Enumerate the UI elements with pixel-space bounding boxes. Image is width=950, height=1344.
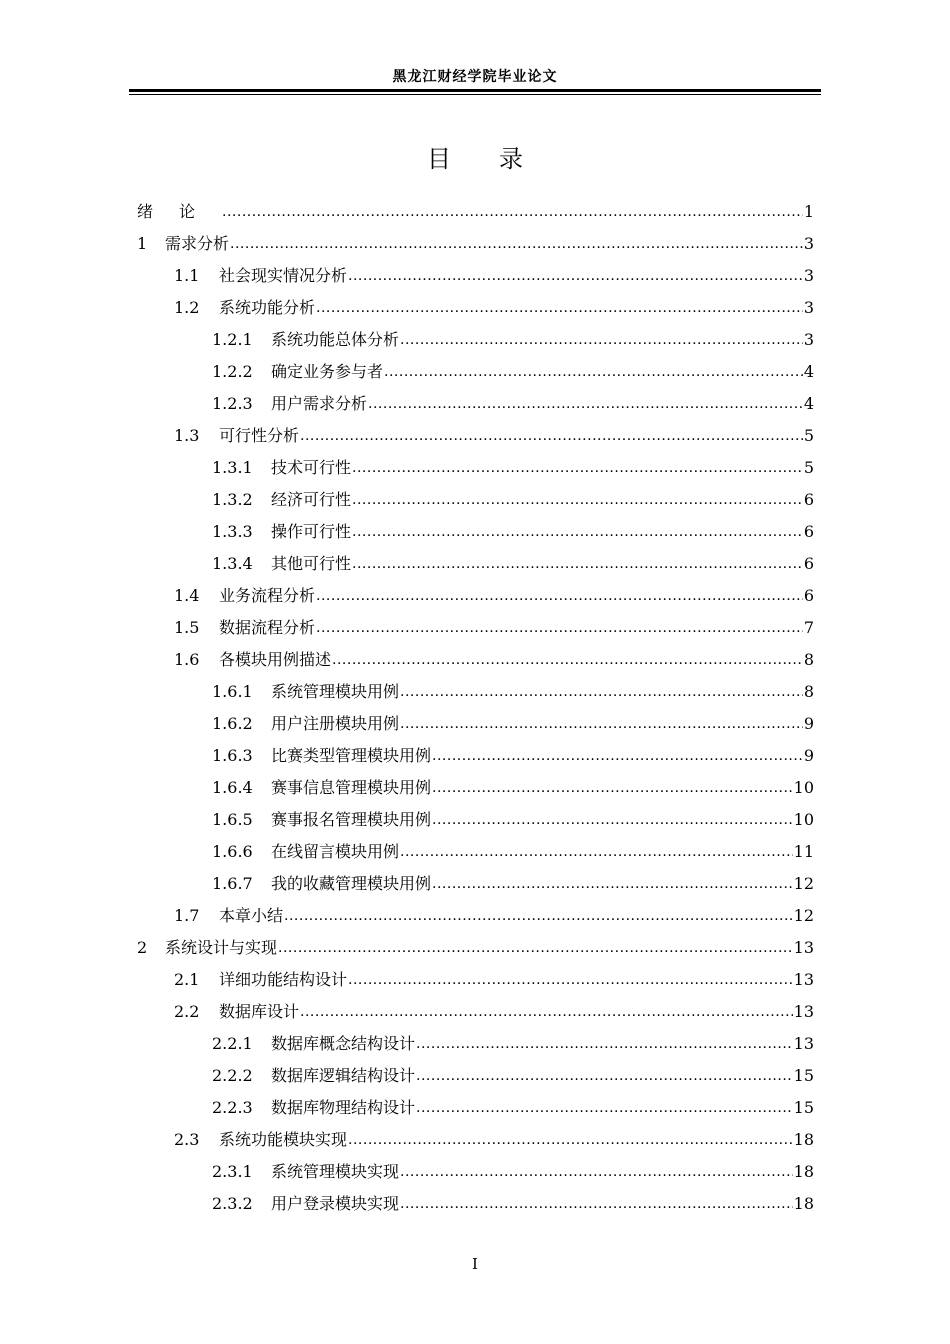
- toc-entry-number: 1: [137, 234, 148, 253]
- toc-dot-leader: [352, 548, 803, 580]
- toc-entry-title: 绪论: [137, 202, 222, 221]
- toc-entry-number: 1.6.4: [212, 778, 253, 797]
- toc-dot-leader: [352, 516, 803, 548]
- toc-entry-title: 业务流程分析: [219, 586, 316, 605]
- toc-entry-page: 12: [793, 906, 814, 925]
- toc-entry-number: 1.4: [174, 586, 200, 605]
- toc-entry-page: 10: [793, 778, 814, 797]
- toc-entry-title: 系统管理模块实现: [271, 1162, 400, 1181]
- toc-entry-number: 1.6: [174, 650, 200, 669]
- toc-entry-page: 18: [793, 1162, 814, 1181]
- toc-entry-number: 1.3.2: [212, 490, 253, 509]
- toc-entry[interactable]: [0, 868, 950, 900]
- toc-entry[interactable]: [0, 932, 950, 964]
- toc-dot-leader: [400, 1188, 793, 1220]
- page-number: I: [472, 1255, 478, 1273]
- toc-dot-leader: [348, 964, 793, 996]
- toc-entry[interactable]: [0, 1060, 950, 1092]
- toc-entry-number: 1.2.3: [212, 394, 253, 413]
- toc-dot-leader: [316, 612, 803, 644]
- toc-entry-title: 系统功能总体分析: [271, 330, 400, 349]
- toc-entry-title: 赛事信息管理模块用例: [271, 778, 432, 797]
- toc-entry-number: 1.6.6: [212, 842, 253, 861]
- toc-entry-page: 15: [793, 1098, 814, 1117]
- toc-entry-title: 技术可行性: [271, 458, 352, 477]
- toc-entry-number: 1.2: [174, 298, 200, 317]
- toc-entry-title: 数据库概念结构设计: [271, 1034, 416, 1053]
- toc-entry-number: 1.6.1: [212, 682, 253, 701]
- toc-entry[interactable]: [0, 260, 950, 292]
- toc-entry-page: 6: [803, 490, 814, 509]
- toc-entry-page: 3: [803, 266, 814, 285]
- toc-entry-title: 各模块用例描述: [219, 650, 332, 669]
- toc-entry[interactable]: [0, 484, 950, 516]
- toc-entry[interactable]: [0, 836, 950, 868]
- toc-entry-page: 13: [793, 1034, 814, 1053]
- toc-entry-title: 社会现实情况分析: [219, 266, 348, 285]
- toc-dot-leader: [400, 1156, 793, 1188]
- toc-entry-title: 比赛类型管理模块用例: [271, 746, 432, 765]
- toc-entry-page: 18: [793, 1130, 814, 1149]
- toc-entry[interactable]: [0, 676, 950, 708]
- toc-entry-title: 经济可行性: [271, 490, 352, 509]
- toc-entry[interactable]: [0, 804, 950, 836]
- toc-entry-number: 1.6.2: [212, 714, 253, 733]
- toc-entry-page: 3: [803, 298, 814, 317]
- toc-entry-title: 可行性分析: [219, 426, 300, 445]
- toc-entry-page: 13: [793, 938, 814, 957]
- toc-entry-number: 1.7: [174, 906, 200, 925]
- toc-entry-title: 系统功能模块实现: [219, 1130, 348, 1149]
- toc-entry[interactable]: [0, 324, 950, 356]
- toc-entry[interactable]: [0, 740, 950, 772]
- toc-dot-leader: [284, 900, 793, 932]
- toc-entry[interactable]: [0, 1092, 950, 1124]
- toc-entry[interactable]: [0, 516, 950, 548]
- toc-entry-title: 操作可行性: [271, 522, 352, 541]
- toc-entry[interactable]: [0, 548, 950, 580]
- toc-dot-leader: [316, 580, 803, 612]
- toc-entry[interactable]: [0, 196, 950, 228]
- toc-dot-leader: [348, 1124, 793, 1156]
- toc-entry-number: 1.3.1: [212, 458, 253, 477]
- toc-dot-leader: [230, 228, 803, 260]
- toc-entry-title: 数据库物理结构设计: [271, 1098, 416, 1117]
- toc-entry-page: 8: [803, 650, 814, 669]
- toc-entry-page: 15: [793, 1066, 814, 1085]
- toc-entry-page: 10: [793, 810, 814, 829]
- toc-entry[interactable]: [0, 644, 950, 676]
- toc-entry-title: 赛事报名管理模块用例: [271, 810, 432, 829]
- toc-entry[interactable]: [0, 996, 950, 1028]
- toc-entry-number: 2.2.3: [212, 1098, 253, 1117]
- toc-entry-page: 9: [803, 714, 814, 733]
- toc-entry[interactable]: [0, 580, 950, 612]
- toc-dot-leader: [416, 1028, 793, 1060]
- toc-entry[interactable]: [0, 1028, 950, 1060]
- toc-dot-leader: [316, 292, 803, 324]
- toc-entry[interactable]: [0, 772, 950, 804]
- toc-entry-page: 6: [803, 554, 814, 573]
- toc-entry-title: 系统管理模块用例: [271, 682, 400, 701]
- toc-entry-title: 我的收藏管理模块用例: [271, 874, 432, 893]
- toc-entry-number: 2.2: [174, 1002, 200, 1021]
- toc-entry-page: 7: [803, 618, 814, 637]
- toc-entry-page: 13: [793, 970, 814, 989]
- toc-entry-page: 3: [803, 330, 814, 349]
- toc-entry-title: 用户登录模块实现: [271, 1194, 400, 1213]
- toc-entry-title: 用户需求分析: [271, 394, 368, 413]
- toc-dot-leader: [332, 644, 803, 676]
- toc-entry-number: 1.3.3: [212, 522, 253, 541]
- toc-entry-title: 用户注册模块用例: [271, 714, 400, 733]
- toc-entry-title: 数据库设计: [219, 1002, 300, 1021]
- toc-entry-number: 1.6.7: [212, 874, 253, 893]
- toc-dot-leader: [400, 676, 803, 708]
- toc-dot-leader: [368, 388, 803, 420]
- toc-entry-page: 13: [793, 1002, 814, 1021]
- toc-entry-number: 1.5: [174, 618, 200, 637]
- toc-entry-number: 1.6.5: [212, 810, 253, 829]
- toc-heading: 目 录: [427, 145, 523, 173]
- toc-entry[interactable]: [0, 420, 950, 452]
- toc-entry-page: 5: [803, 458, 814, 477]
- toc-dot-leader: [384, 356, 803, 388]
- toc-entry-page: 18: [793, 1194, 814, 1213]
- toc-entry-title: 其他可行性: [271, 554, 352, 573]
- toc-entry-title: 在线留言模块用例: [271, 842, 400, 861]
- toc-dot-leader: [222, 196, 803, 228]
- toc-entry-title: 系统功能分析: [219, 298, 316, 317]
- toc-dot-leader: [432, 804, 793, 836]
- toc-entry-page: 6: [803, 522, 814, 541]
- toc-entry-number: 1.2.2: [212, 362, 253, 381]
- toc-entry-number: 2.2.2: [212, 1066, 253, 1085]
- toc-dot-leader: [300, 420, 803, 452]
- toc-entry-number: 2.3.2: [212, 1194, 253, 1213]
- toc-entry-title: 数据流程分析: [219, 618, 316, 637]
- toc-dot-leader: [278, 932, 793, 964]
- toc-entry[interactable]: [0, 708, 950, 740]
- toc-entry-number: 1.6.3: [212, 746, 253, 765]
- toc-entry-number: 2.3.1: [212, 1162, 253, 1181]
- toc-entry-page: 5: [803, 426, 814, 445]
- toc-entry-number: 1.2.1: [212, 330, 253, 349]
- toc-entry[interactable]: [0, 356, 950, 388]
- toc-dot-leader: [352, 484, 803, 516]
- toc-entry-page: 4: [803, 394, 814, 413]
- toc-entry-number: 1.3.4: [212, 554, 253, 573]
- header-rule-thick: [129, 89, 821, 92]
- toc-entry-number: 2: [137, 938, 148, 957]
- toc-dot-leader: [416, 1092, 793, 1124]
- toc-entry[interactable]: [0, 1188, 950, 1220]
- toc-entry[interactable]: [0, 612, 950, 644]
- toc-entry-number: 2.2.1: [212, 1034, 253, 1053]
- toc-entry-page: 6: [803, 586, 814, 605]
- toc-entry-number: 2.1: [174, 970, 200, 989]
- toc-entry-page: 9: [803, 746, 814, 765]
- toc-dot-leader: [348, 260, 803, 292]
- running-header-title: 黑龙江财经学院毕业论文: [392, 69, 558, 85]
- toc-dot-leader: [432, 740, 803, 772]
- toc-entry-page: 3: [803, 234, 814, 253]
- toc-dot-leader: [432, 772, 793, 804]
- toc-entry[interactable]: [0, 964, 950, 996]
- toc-entry[interactable]: [0, 228, 950, 260]
- toc-entry[interactable]: [0, 900, 950, 932]
- toc-entry-number: 1.1: [174, 266, 200, 285]
- toc-dot-leader: [400, 836, 793, 868]
- toc-entry[interactable]: [0, 1124, 950, 1156]
- table-of-contents: [0, 196, 950, 1220]
- toc-entry[interactable]: [0, 292, 950, 324]
- toc-entry-title: 确定业务参与者: [271, 362, 384, 381]
- toc-entry-title: 数据库逻辑结构设计: [271, 1066, 416, 1085]
- toc-entry-number: 2.3: [174, 1130, 200, 1149]
- toc-entry-page: 8: [803, 682, 814, 701]
- header-rule-thin: [129, 94, 821, 95]
- toc-dot-leader: [416, 1060, 793, 1092]
- toc-dot-leader: [352, 452, 803, 484]
- toc-entry-number: 1.3: [174, 426, 200, 445]
- toc-entry-title: 需求分析: [165, 234, 230, 253]
- toc-entry[interactable]: [0, 452, 950, 484]
- toc-entry[interactable]: [0, 388, 950, 420]
- toc-entry-title: 详细功能结构设计: [219, 970, 348, 989]
- toc-dot-leader: [400, 324, 803, 356]
- toc-dot-leader: [400, 708, 803, 740]
- toc-entry[interactable]: [0, 1156, 950, 1188]
- toc-dot-leader: [432, 868, 793, 900]
- toc-entry-page: 4: [803, 362, 814, 381]
- toc-entry-page: 11: [793, 842, 814, 861]
- toc-dot-leader: [300, 996, 793, 1028]
- toc-entry-page: 12: [793, 874, 814, 893]
- toc-entry-title: 本章小结: [219, 906, 284, 925]
- toc-entry-page: 1: [803, 202, 814, 221]
- toc-entry-title: 系统设计与实现: [165, 938, 278, 957]
